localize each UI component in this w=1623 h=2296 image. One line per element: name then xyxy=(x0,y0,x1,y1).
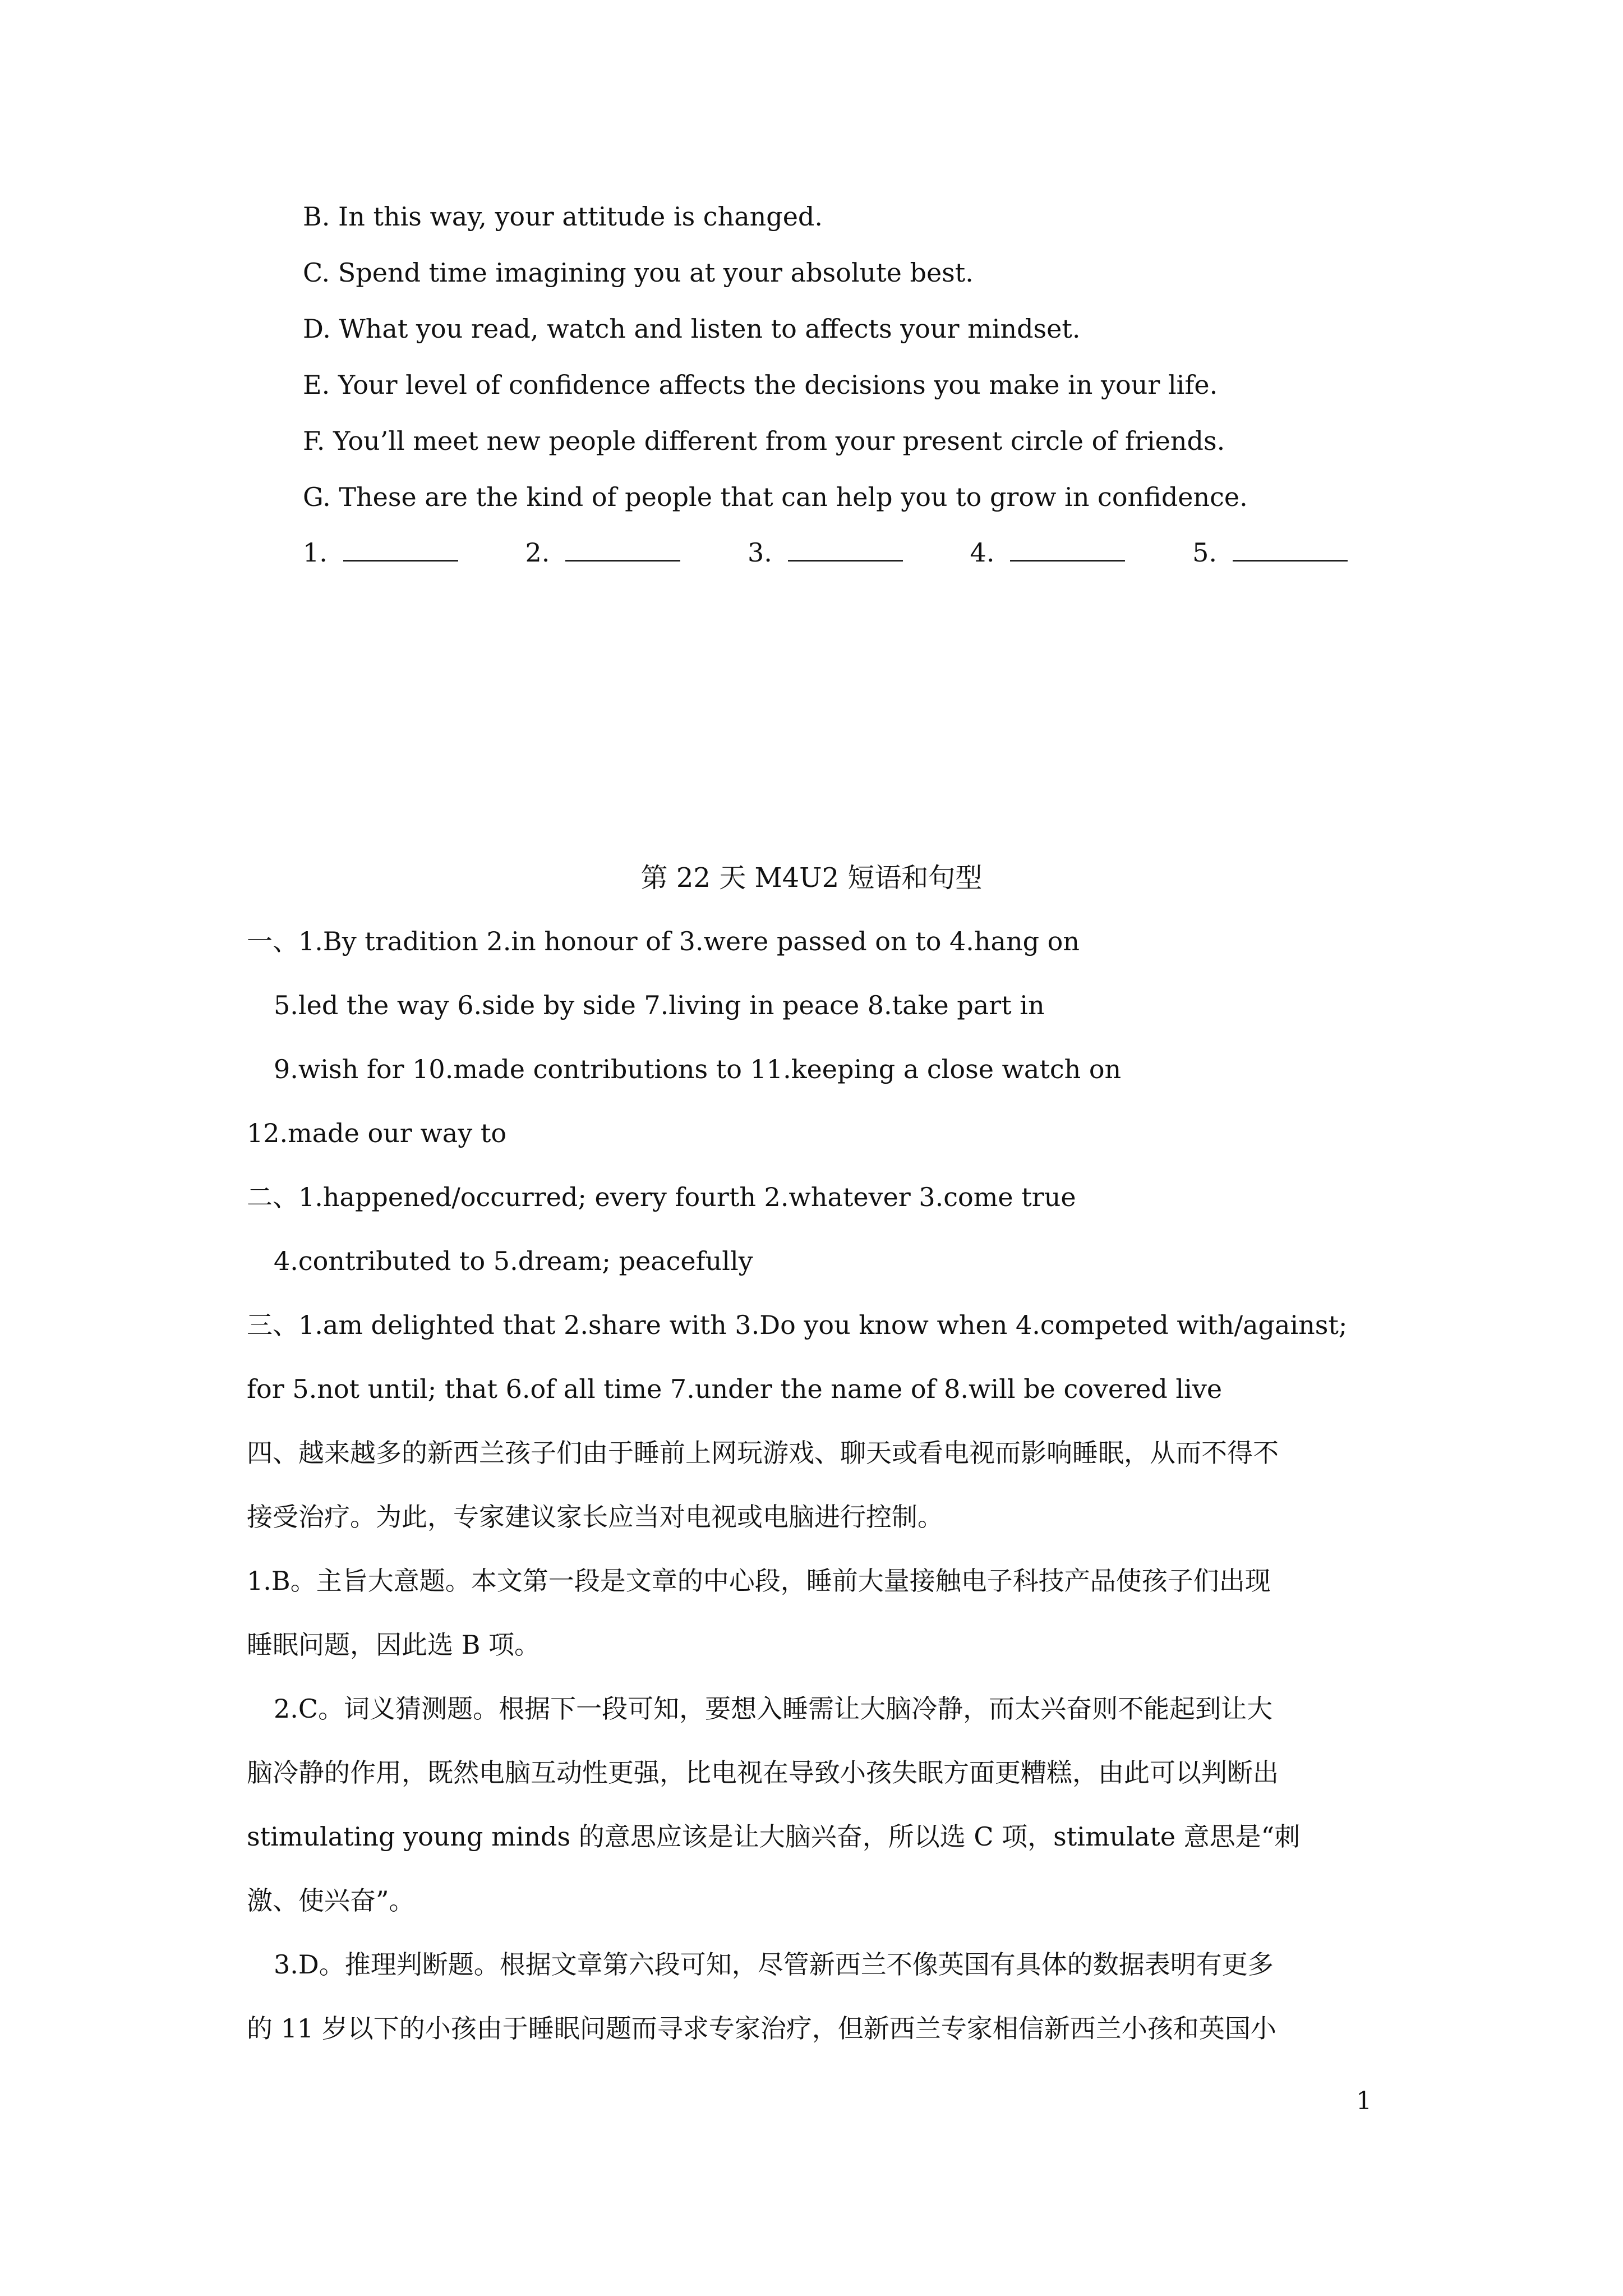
answer-line: 三、1.am delighted that 2.share with 3.Do you know when 4.competed with/against; xyxy=(247,1310,1348,1340)
answer-line: 脑冷静的作用，既然电脑互动性更强，比电视在导致小孩失眠方面更糟糕，由此可以判断出 xyxy=(247,1757,1279,1788)
option-f: F. You’ll meet new people different from your present circle of friends. xyxy=(303,426,1225,456)
answer-line: 1.B。主旨大意题。本文第一段是文章的中心段，睡前大量接触电子科技产品使孩子们出现 xyxy=(247,1566,1271,1596)
blank-2[interactable]: 2. xyxy=(525,536,681,569)
section-heading: 第 22 天 M4U2 短语和句型 xyxy=(640,862,983,894)
answer-line: for 5.not until; that 6.of all time 7.under the name of 8.will be covered live xyxy=(247,1374,1223,1404)
answer-line: 激、使兴奋”。 xyxy=(247,1885,415,1916)
blank-5[interactable]: 5. xyxy=(1192,536,1348,569)
answer-blanks xyxy=(303,536,1407,569)
blank-3[interactable]: 3. xyxy=(748,536,903,569)
answer-line: 3.D。推理判断题。根据文章第六段可知，尽管新西兰不像英国有具体的数据表明有更多 xyxy=(274,1949,1274,1980)
answer-line: 5.led the way 6.side by side 7.living in peace 8.take part in xyxy=(274,990,1045,1020)
blank-underline xyxy=(788,539,903,562)
page-number: 1 xyxy=(1356,2087,1372,2115)
option-e: E. Your level of confidence affects the decisions you make in your life. xyxy=(303,370,1218,400)
answer-line: 的 11 岁以下的小孩由于睡眠问题而寻求专家治疗，但新西兰专家相信新西兰小孩和英国小 xyxy=(247,2013,1276,2044)
option-b: B. In this way, your attitude is changed. xyxy=(303,201,823,232)
answer-line: 9.wish for 10.made contributions to 11.keeping a close watch on xyxy=(274,1054,1122,1084)
answer-line: stimulating young minds 的意思应该是让大脑兴奋，所以选 C 项，stimulate 意思是“刺 xyxy=(247,1821,1301,1852)
answer-line: 四、越来越多的新西兰孩子们由于睡前上网玩游戏、聊天或看电视而影响睡眠，从而不得不 xyxy=(247,1438,1279,1468)
option-d: D. What you read, watch and listen to affects your mindset. xyxy=(303,314,1081,344)
answer-line: 接受治疗。为此，专家建议家长应当对电视或电脑进行控制。 xyxy=(247,1502,943,1532)
option-g: G. These are the kind of people that can help you to grow in confidence. xyxy=(303,482,1248,512)
answer-line: 12.made our way to xyxy=(247,1118,507,1148)
blank-4[interactable]: 4. xyxy=(970,536,1126,569)
blank-underline xyxy=(565,539,680,562)
answer-line: 一、1.By tradition 2.in honour of 3.were passed on to 4.hang on xyxy=(247,926,1080,956)
option-c: C. Spend time imagining you at your absolute best. xyxy=(303,257,974,288)
answer-line: 睡眠问题，因此选 B 项。 xyxy=(247,1630,541,1660)
blank-1[interactable]: 1. xyxy=(303,536,458,569)
answer-line: 二、1.happened/occurred; every fourth 2.whatever 3.come true xyxy=(247,1182,1076,1212)
blank-underline xyxy=(1010,539,1125,562)
answer-line: 4.contributed to 5.dream; peacefully xyxy=(274,1246,753,1276)
answer-line: 2.C。词义猜测题。根据下一段可知，要想入睡需让大脑冷静，而太兴奋则不能起到让大 xyxy=(274,1694,1273,1724)
blank-underline xyxy=(1233,539,1348,562)
blank-underline xyxy=(343,539,458,562)
